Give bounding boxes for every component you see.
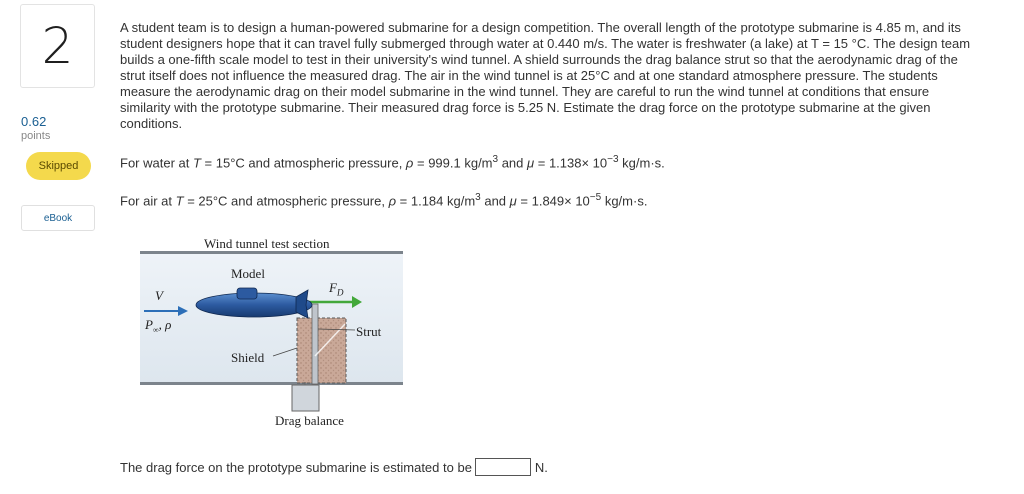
freestream-label bbox=[145, 317, 171, 335]
air-viscosity-exponent: −5 bbox=[589, 192, 602, 203]
velocity-label: V bbox=[155, 288, 163, 303]
points-label: points bbox=[21, 130, 51, 142]
air-viscosity: = 1.849× 10 bbox=[516, 193, 590, 209]
water-density: = 999.1 kg/m bbox=[413, 155, 493, 171]
water-and: and bbox=[498, 155, 527, 171]
strut-label: Strut bbox=[356, 324, 382, 339]
air-T-symbol: T bbox=[175, 193, 184, 209]
shield-label: Shield bbox=[231, 350, 265, 365]
drag-balance bbox=[292, 385, 319, 411]
air-condition: = 25°C and atmospheric pressure, bbox=[183, 193, 389, 209]
water-viscosity: = 1.138× 10 bbox=[534, 155, 608, 171]
question-number-box bbox=[20, 4, 95, 88]
pressure-symbol: P bbox=[145, 317, 153, 332]
water-mu-symbol: μ bbox=[527, 155, 535, 171]
points-value: 0.62 bbox=[21, 114, 47, 129]
drag-force-symbol: F bbox=[329, 280, 337, 295]
density-symbol: , ρ bbox=[158, 317, 172, 332]
drag-force-label bbox=[329, 280, 343, 298]
tunnel-bottom-wall bbox=[140, 382, 403, 385]
answer-prompt: The drag force on the prototype submarine is estimated to be bbox=[120, 459, 472, 475]
drag-balance-label: Drag balance bbox=[275, 413, 344, 428]
air-prefix: For air at bbox=[120, 193, 176, 209]
answer-unit: N. bbox=[534, 459, 548, 475]
water-viscosity-exponent: −3 bbox=[607, 154, 619, 165]
problem-text: A student team is to design a human-powered submarine for a design competition. The overall length of the prototype submarine is 4.85 m, and its student designers hope that it can travel fully submerged through water at 0.440 m/s. The water is freshwater (a lake) at T = 15 °C. The design team builds a one-fifth scale model to test in their university's wind tunnel. A shield surrounds the drag balance strut so that the aerodynamic drag of the strut itself does not influence the measured drag. The air in the wind tunnel is at 25°C and at one standard atmosphere pressure. The students measure the aerodynamic drag on their model submarine in the wind tunnel. They are careful to run the wind tunnel at conditions that ensure similarity with the prototype submarine. Their measured drag force is 5.25 N. Estimate the drag force on the prototype submarine at the given conditions. bbox=[120, 20, 971, 131]
air-mu-symbol: μ bbox=[509, 193, 517, 209]
water-viscosity-unit: kg/m·s. bbox=[618, 155, 665, 171]
model-label: Model bbox=[231, 266, 265, 281]
answer-row bbox=[120, 458, 548, 476]
figure-title: Wind tunnel test section bbox=[204, 236, 330, 251]
water-properties bbox=[120, 154, 665, 170]
pressure-subscript: ∞ bbox=[152, 325, 159, 335]
air-density-exponent: 3 bbox=[475, 192, 481, 203]
question-number: 2 bbox=[41, 17, 74, 75]
strut bbox=[312, 304, 318, 384]
air-rho-symbol: ρ bbox=[388, 193, 397, 209]
drag-force-subscript: D bbox=[336, 287, 344, 298]
ebook-button[interactable]: eBook bbox=[21, 205, 95, 231]
submarine-sail bbox=[237, 288, 257, 299]
shield bbox=[297, 318, 346, 383]
air-viscosity-unit: kg/m·s. bbox=[601, 193, 648, 209]
wind-tunnel-figure bbox=[140, 232, 405, 432]
water-prefix: For water at bbox=[120, 155, 193, 171]
tunnel-interior bbox=[140, 253, 403, 384]
air-and: and bbox=[480, 193, 510, 209]
water-T-symbol: T bbox=[192, 155, 201, 171]
water-condition: = 15°C and atmospheric pressure, bbox=[200, 155, 406, 171]
status-badge: Skipped bbox=[26, 152, 91, 180]
air-properties bbox=[120, 192, 647, 208]
air-density: = 1.184 kg/m bbox=[396, 193, 476, 209]
water-rho-symbol: ρ bbox=[405, 155, 414, 171]
answer-input[interactable] bbox=[475, 458, 531, 476]
water-density-exponent: 3 bbox=[492, 154, 499, 165]
